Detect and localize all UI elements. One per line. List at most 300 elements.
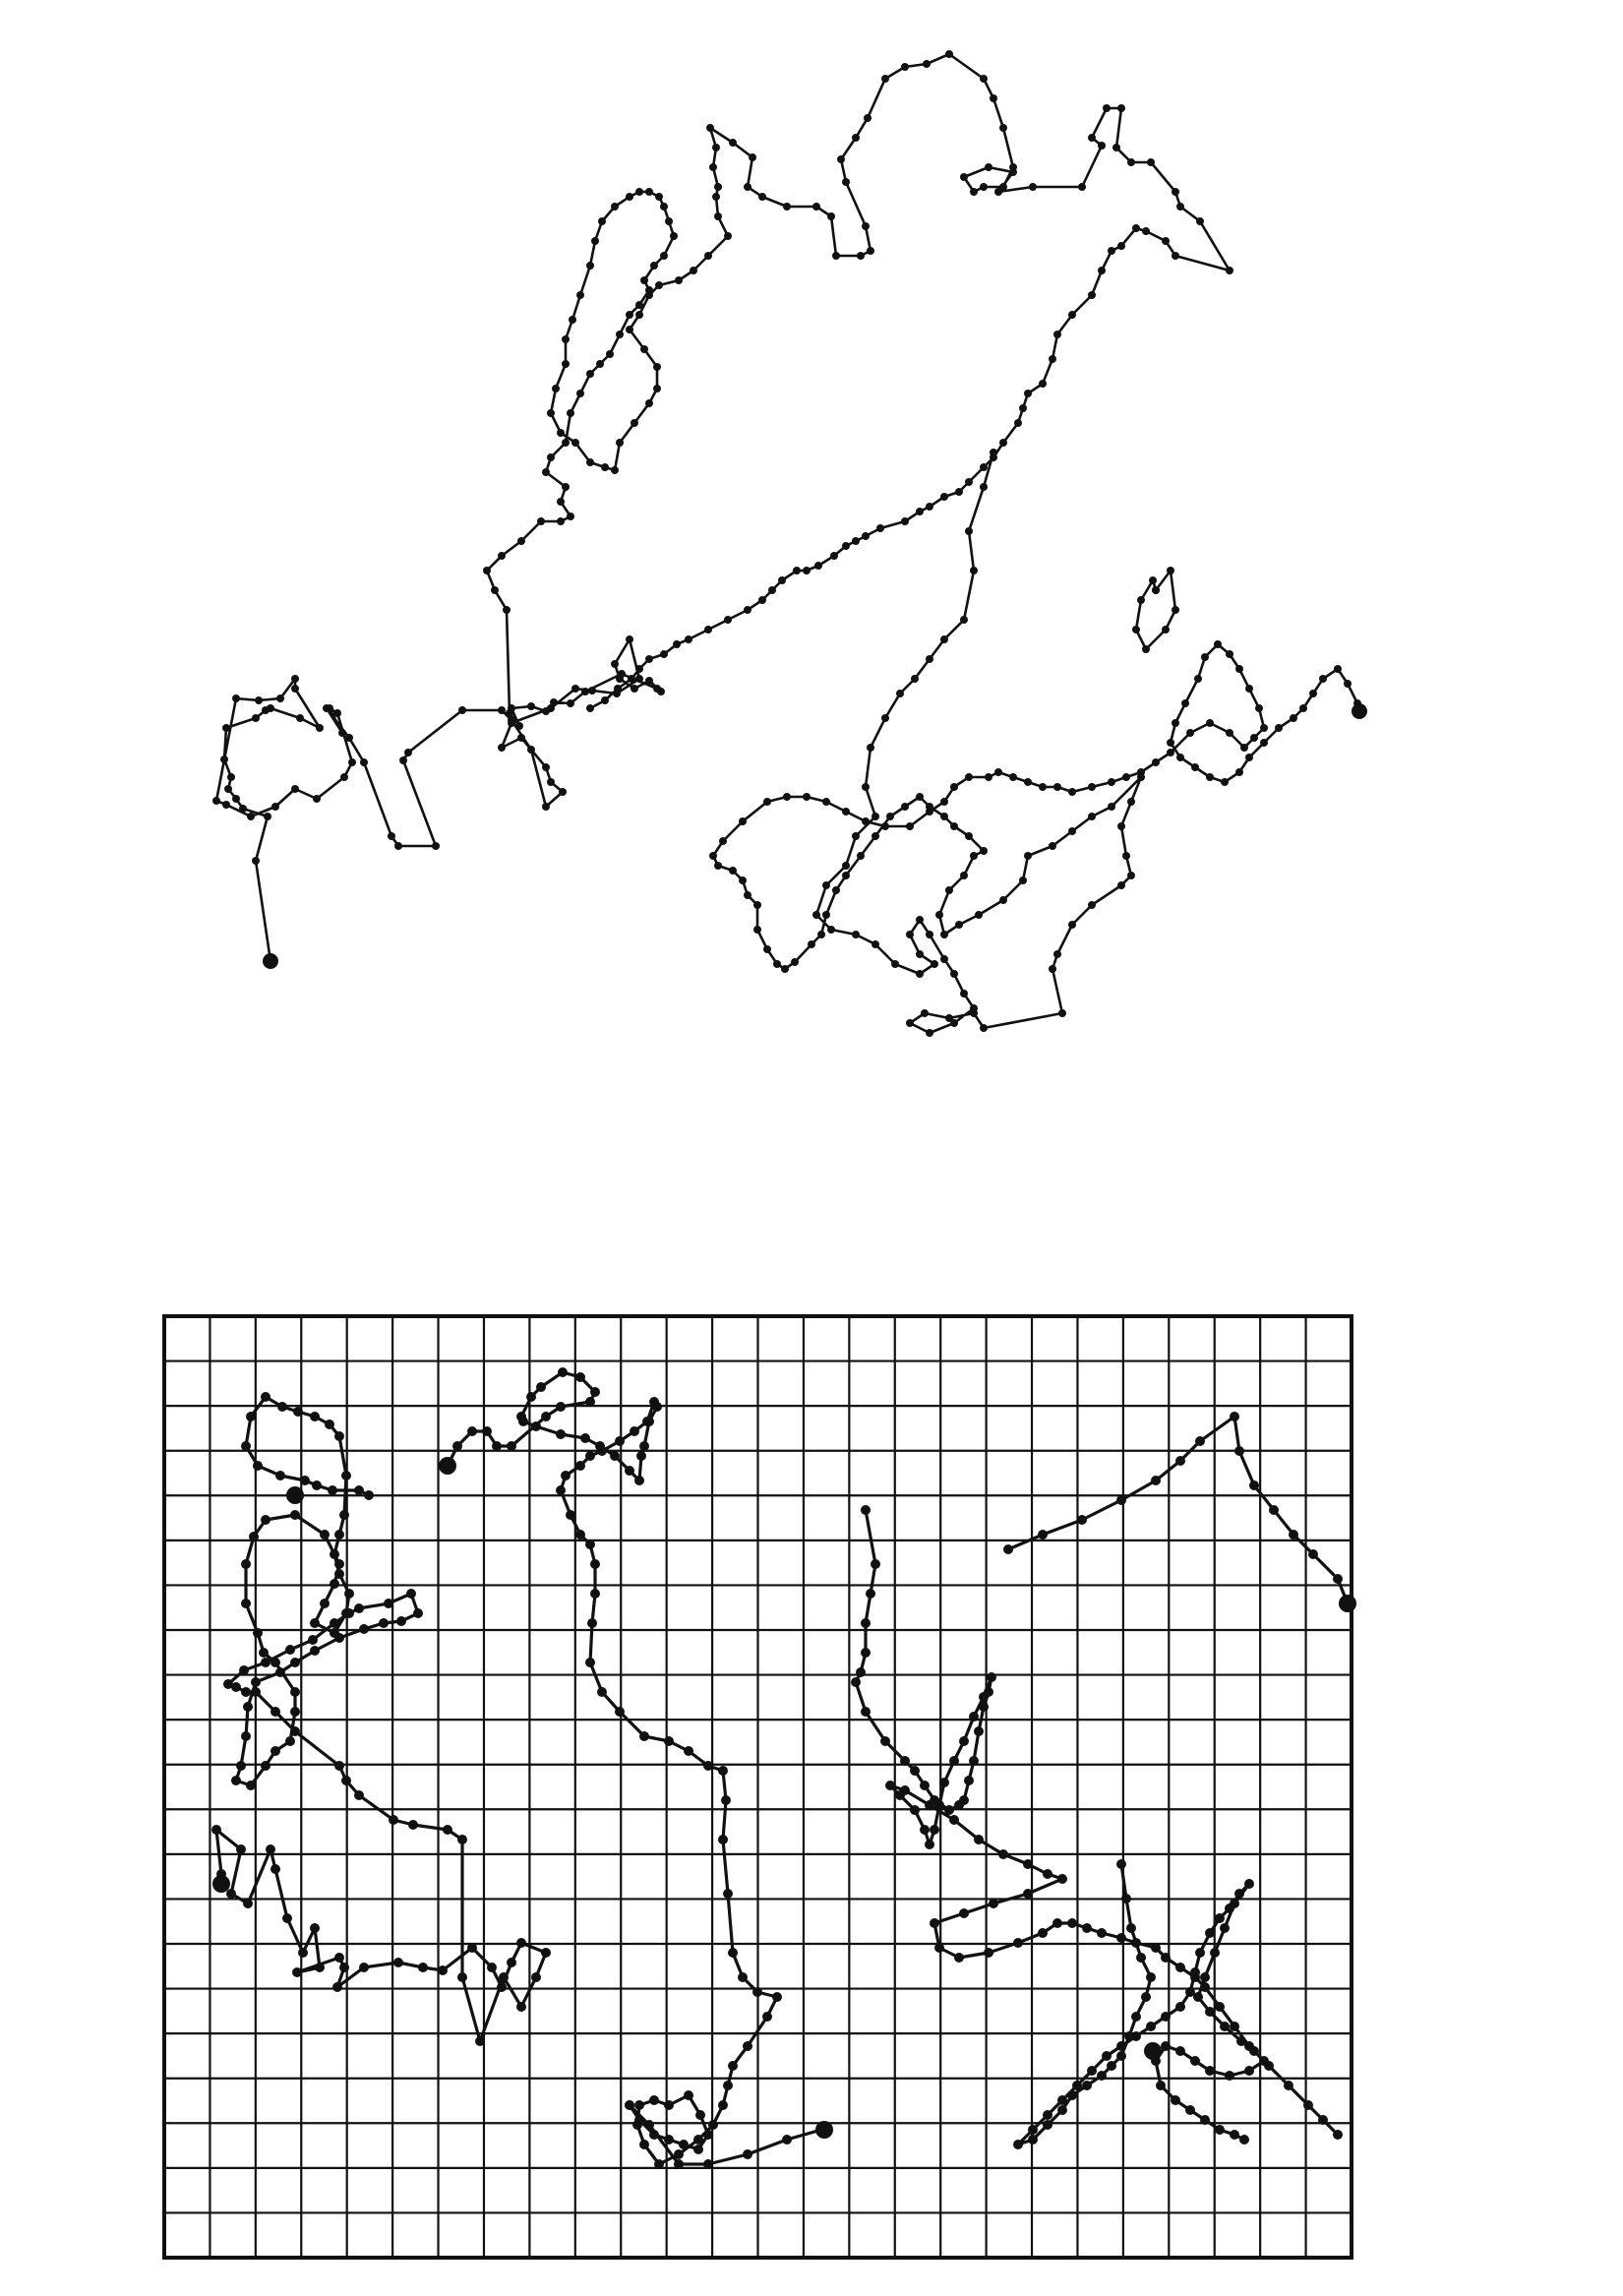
walk-vertex-dot: [1244, 1879, 1254, 1889]
walk-vertex-dot: [959, 1908, 969, 1918]
walk-vertex-dot: [1013, 2140, 1023, 2149]
walk-vertex-dot: [970, 567, 978, 574]
walk-vertex-dot: [935, 911, 943, 919]
walk-vertex-dot: [743, 2149, 752, 2159]
walk-vertex-dot: [901, 803, 909, 811]
walk-vertex-dot: [508, 719, 515, 727]
walk-vertex-dot: [542, 468, 550, 476]
walk-vertex-dot: [842, 872, 850, 879]
walk-vertex-dot: [239, 1665, 249, 1675]
walk-vertex-dot: [226, 1889, 236, 1899]
walk-vertex-dot: [591, 237, 599, 245]
walk-vertex-dot: [334, 1431, 344, 1441]
walk-vertex-dot: [925, 1840, 934, 1849]
walk-vertex-dot: [690, 267, 697, 274]
walk-vertex-dot: [1116, 1859, 1126, 1869]
walk-vertex-dot: [559, 788, 567, 796]
walk-vertex-dot: [418, 1963, 428, 1972]
walk-vertex-dot: [1205, 2066, 1215, 2076]
walk-vertex-dot: [920, 1825, 930, 1835]
walk-vertex-dot: [626, 311, 633, 319]
walk-vertex-dot: [271, 803, 279, 811]
bottom-walk-start-point: [439, 1457, 456, 1475]
walk-vertex-dot: [334, 1953, 344, 1963]
walk-vertex-dot: [252, 857, 260, 865]
walk-vertex-dot: [542, 763, 550, 771]
walk-vertex-dot: [1023, 1889, 1033, 1899]
walk-vertex-dot: [934, 1943, 944, 1953]
walk-vertex-dot: [960, 990, 968, 997]
walk-vertex-dot: [861, 1505, 871, 1515]
walk-vertex-dot: [1068, 827, 1076, 835]
walk-vertex-dot: [310, 1412, 320, 1421]
walk-vertex-dot: [1226, 650, 1233, 658]
walk-vertex-dot: [1146, 1972, 1156, 1982]
walk-vertex-dot: [611, 466, 619, 474]
walk-vertex-dot: [232, 695, 240, 702]
walk-vertex-dot: [969, 1712, 979, 1722]
walk-vertex-dot: [861, 1648, 871, 1658]
walk-vertex-dot: [822, 798, 830, 806]
walk-vertex-dot: [625, 2100, 634, 2110]
walk-vertex-dot: [712, 193, 720, 201]
walk-vertex-dot: [396, 1616, 406, 1626]
walk-vertex-dot: [518, 1417, 528, 1426]
walk-vertex-dot: [994, 768, 1002, 776]
walk-vertex-dot: [758, 596, 766, 604]
walk-vertex-dot: [615, 1436, 625, 1446]
walk-vertex-dot: [900, 1756, 910, 1766]
walk-vertex-dot: [862, 222, 870, 230]
walk-vertex-dot: [1058, 1009, 1066, 1017]
walk-vertex-dot: [626, 635, 633, 643]
walk-vertex-dot: [714, 212, 722, 220]
walk-vertex-dot: [1121, 1894, 1131, 1903]
walk-vertex-dot: [857, 852, 865, 860]
top-random-walk-panel: [212, 50, 1367, 1037]
walk-vertex-dot: [1309, 690, 1317, 697]
walk-vertex-dot: [1053, 783, 1061, 791]
walk-vertex-dot: [1176, 203, 1184, 211]
walk-vertex-dot: [1078, 183, 1086, 191]
walk-vertex-dot: [1057, 1874, 1067, 1884]
walk-vertex-dot: [222, 724, 230, 732]
walk-vertex-dot: [783, 793, 791, 801]
walk-vertex-dot: [1250, 734, 1258, 742]
walk-vertex-dot: [1290, 714, 1297, 722]
walk-vertex-dot: [1151, 1476, 1161, 1485]
walk-vertex-dot: [616, 331, 624, 338]
walk-vertex-dot: [1117, 881, 1125, 889]
walk-vertex-dot: [891, 960, 899, 968]
walk-vertex-dot: [1161, 2012, 1171, 2022]
walk-vertex-dot: [911, 675, 919, 683]
walk-vertex-dot: [556, 1429, 566, 1439]
walk-vertex-dot: [1234, 1446, 1244, 1456]
walk-vertex-dot: [724, 616, 732, 624]
walk-vertex-dot: [270, 1658, 280, 1667]
walk-vertex-dot: [567, 513, 574, 520]
walk-vertex-dot: [1126, 1923, 1136, 1933]
walk-vertex-dot: [910, 1805, 920, 1815]
walk-vertex-dot: [674, 2159, 684, 2169]
walk-vertex-dot: [738, 1972, 748, 1982]
walk-vertex-dot: [861, 1618, 871, 1628]
walk-vertex-dot: [871, 1559, 880, 1569]
walk-vertex-dot: [1172, 188, 1179, 196]
walk-vertex-dot: [1014, 419, 1022, 427]
walk-vertex-dot: [341, 1471, 351, 1480]
walk-vertex-dot: [556, 1402, 566, 1412]
walk-vertex-dot: [872, 940, 879, 948]
walk-vertex-dot: [550, 698, 558, 706]
walk-vertex-dot: [384, 1599, 393, 1608]
walk-vertex-dot: [241, 1559, 251, 1569]
walk-vertex-dot: [515, 722, 523, 730]
walk-vertex-dot: [1122, 773, 1130, 781]
walk-vertex-dot: [862, 817, 870, 825]
walk-vertex-dot: [1116, 2051, 1126, 2061]
walk-vertex-dot: [926, 1029, 933, 1037]
walk-vertex-dot: [1131, 2012, 1141, 2022]
walk-vertex-dot: [1103, 104, 1111, 112]
walk-vertex-dot: [507, 1441, 516, 1451]
walk-vertex-dot: [866, 1589, 875, 1599]
walk-vertex-dot: [330, 1579, 339, 1589]
walk-vertex-dot: [1171, 2095, 1180, 2105]
walk-vertex-dot: [581, 688, 589, 695]
walk-vertex-dot: [660, 252, 668, 260]
walk-vertex-dot: [1067, 2090, 1077, 2100]
walk-vertex-dot: [1161, 1953, 1171, 1963]
walk-vertex-dot: [575, 1372, 585, 1382]
walk-vertex-dot: [1077, 1515, 1087, 1525]
walk-vertex-dot: [990, 449, 997, 456]
walk-vertex-dot: [830, 552, 838, 560]
walk-vertex-dot: [1230, 2130, 1239, 2140]
walk-vertex-dot: [1043, 2120, 1052, 2130]
walk-vertex-dot: [1117, 242, 1125, 250]
walk-vertex-dot: [354, 1485, 364, 1495]
walk-vertex-dot: [739, 876, 747, 884]
walk-vertex-dot: [685, 635, 692, 643]
walk-vertex-dot: [1175, 2002, 1185, 2012]
walk-vertex-dot: [457, 1835, 467, 1844]
walk-vertex-dot: [224, 785, 232, 793]
walk-vertex-dot: [867, 744, 874, 752]
walk-vertex-dot: [965, 478, 973, 486]
walk-vertex-dot: [1226, 267, 1233, 274]
walk-vertex-dot: [1240, 744, 1248, 752]
walk-vertex-dot: [310, 1923, 320, 1933]
walk-vertex-dot: [261, 1392, 270, 1402]
walk-vertex-dot: [344, 1589, 354, 1599]
walk-vertex-dot: [1127, 798, 1135, 806]
bottom-grid-walk-panel: [164, 1316, 1356, 2258]
walk-vertex-dot: [639, 1441, 649, 1451]
walk-vertex-dot: [1236, 2036, 1246, 2046]
walk-vertex-dot: [1019, 876, 1027, 884]
walk-vertex-dot: [1082, 2081, 1092, 2090]
bottom-walk-trajectory-upper-right: [1008, 1417, 1348, 1603]
walk-vertex-dot: [1108, 778, 1115, 786]
walk-vertex-dot: [310, 1646, 320, 1656]
walk-vertex-dot: [323, 704, 331, 712]
walk-vertex-dot: [406, 1589, 416, 1599]
walk-vertex-dot: [541, 1412, 551, 1421]
walk-vertex-dot: [970, 852, 978, 860]
walk-vertex-dot: [1023, 1859, 1033, 1869]
walk-vertex-dot: [443, 1825, 452, 1835]
walk-vertex-dot: [1107, 2061, 1116, 2071]
walk-vertex-dot: [334, 1530, 344, 1540]
walk-vertex-dot: [708, 2120, 718, 2130]
walk-vertex-dot: [246, 1781, 256, 1790]
walk-vertex-dot: [955, 921, 963, 929]
walk-vertex-dot: [906, 1019, 914, 1027]
walk-vertex-dot: [980, 75, 988, 83]
walk-vertex-dot: [1127, 872, 1135, 879]
walk-vertex-dot: [566, 1510, 575, 1520]
walk-vertex-dot: [1206, 773, 1214, 781]
walk-vertex-dot: [1249, 1480, 1259, 1490]
walk-vertex-dot: [1057, 2095, 1067, 2105]
walk-vertex-dot: [517, 734, 525, 742]
bottom-walk-marker-bottom: [815, 2121, 833, 2139]
walk-vertex-dot: [980, 483, 988, 491]
walk-vertex-dot: [1147, 158, 1155, 166]
walk-vertex-dot: [880, 1736, 890, 1746]
walk-vertex-dot: [1206, 719, 1214, 727]
walk-vertex-dot: [654, 2159, 664, 2169]
walk-vertex-dot: [693, 2135, 703, 2145]
walk-vertex-dot: [925, 1800, 934, 1810]
walk-vertex-dot: [808, 940, 815, 948]
walk-vertex-dot: [243, 1899, 253, 1908]
walk-vertex-dot: [1136, 1953, 1146, 1963]
walk-vertex-dot: [1175, 2046, 1185, 2056]
walk-vertex-dot: [339, 1963, 349, 1972]
walk-vertex-dot: [596, 360, 604, 368]
walk-vertex-dot: [432, 842, 440, 850]
walk-vertex-dot: [315, 1963, 325, 1972]
walk-vertex-dot: [979, 1702, 989, 1712]
walk-vertex-dot: [1167, 567, 1174, 574]
walk-vertex-dot: [945, 50, 953, 58]
walk-vertex-dot: [772, 1992, 782, 2002]
walk-vertex-dot: [1049, 842, 1056, 850]
walk-vertex-dot: [379, 1618, 389, 1628]
walk-vertex-dot: [220, 755, 228, 763]
walk-vertex-dot: [1190, 1967, 1200, 1977]
walk-vertex-dot: [837, 155, 845, 163]
walk-vertex-dot: [1068, 788, 1076, 796]
walk-vertex-dot: [542, 707, 550, 715]
walk-vertex-dot: [246, 1412, 256, 1421]
walk-vertex-dot: [949, 1815, 959, 1825]
walk-vertex-dot: [1131, 2031, 1141, 2041]
walk-vertex-dot: [241, 1599, 251, 1608]
walk-vertex-dot: [974, 1726, 984, 1736]
walk-vertex-dot: [359, 1624, 369, 1634]
walk-vertex-dot: [673, 640, 681, 648]
walk-vertex-dot: [497, 1982, 507, 1992]
walk-vertex-dot: [558, 1367, 568, 1377]
walk-vertex-dot: [1088, 901, 1096, 909]
walk-vertex-dot: [590, 1387, 600, 1397]
walk-vertex-dot: [393, 1958, 403, 1967]
walk-vertex-dot: [243, 1702, 253, 1712]
walk-vertex-dot: [597, 1446, 607, 1456]
walk-vertex-dot: [803, 793, 811, 801]
walk-vertex-dot: [635, 188, 643, 196]
walk-vertex-dot: [975, 911, 983, 919]
walk-vertex-dot: [712, 144, 720, 151]
walk-vertex-dot: [285, 1645, 295, 1655]
walk-vertex-dot: [586, 262, 594, 270]
walk-vertex-dot: [270, 1864, 280, 1874]
walk-vertex-dot: [562, 360, 570, 368]
walk-vertex-dot: [944, 1805, 954, 1815]
walk-vertex-dot: [985, 773, 992, 781]
walk-vertex-dot: [916, 508, 924, 515]
walk-vertex-dot: [1318, 2115, 1328, 2125]
walk-vertex-dot: [359, 1963, 369, 1972]
walk-vertex-dot: [325, 1420, 334, 1429]
walk-vertex-dot: [1003, 1544, 1013, 1554]
walk-vertex-dot: [1175, 1456, 1185, 1466]
walk-vertex-dot: [458, 706, 466, 714]
walk-vertex-dot: [970, 188, 978, 196]
walk-vertex-dot: [561, 1471, 571, 1480]
walk-vertex-dot: [252, 714, 260, 722]
walk-vertex-dot: [1088, 783, 1096, 791]
walk-vertex-dot: [1132, 626, 1140, 634]
walk-vertex-dot: [1137, 596, 1145, 604]
walk-vertex-dot: [467, 1426, 477, 1436]
walk-vertex-dot: [1175, 1963, 1185, 1972]
walk-vertex-dot: [527, 702, 535, 710]
walk-vertex-dot: [270, 1707, 280, 1717]
walk-vertex-dot: [1205, 2007, 1215, 2017]
walk-vertex-dot: [664, 1736, 674, 1746]
walk-vertex-dot: [645, 399, 653, 407]
walk-vertex-dot: [290, 1707, 300, 1717]
walk-vertex-dot: [1215, 2125, 1225, 2135]
walk-vertex-dot: [930, 1918, 939, 1928]
walk-vertex-dot: [300, 1476, 310, 1485]
walk-vertex-dot: [251, 1687, 261, 1697]
walk-vertex-dot: [291, 675, 299, 683]
walk-vertex-dot: [926, 655, 933, 663]
walk-vertex-dot: [906, 931, 914, 938]
walk-vertex-dot: [989, 1899, 998, 1908]
walk-vertex-dot: [940, 955, 948, 963]
walk-vertex-dot: [916, 793, 924, 801]
walk-vertex-dot: [1142, 227, 1150, 235]
walk-vertex-dot: [232, 795, 240, 803]
walk-vertex-dot: [1009, 773, 1017, 781]
walk-vertex-dot: [498, 744, 506, 752]
walk-vertex-dot: [606, 350, 614, 358]
walk-vertex-dot: [249, 1532, 259, 1541]
walk-vertex-dot: [926, 503, 933, 511]
walk-vertex-dot: [684, 2090, 693, 2100]
walk-vertex-dot: [1190, 2056, 1200, 2066]
walk-vertex-dot: [312, 1480, 322, 1490]
walk-vertex-dot: [744, 891, 751, 899]
walk-vertex-dot: [1053, 331, 1061, 338]
walk-vertex-dot: [660, 650, 668, 658]
walk-vertex-dot: [1234, 1889, 1244, 1899]
walk-vertex-dot: [1131, 1938, 1141, 1948]
walk-vertex-dot: [969, 1756, 979, 1766]
walk-vertex-dot: [867, 247, 874, 255]
walk-vertex-dot: [598, 217, 606, 225]
walk-vertex-dot: [1167, 749, 1174, 756]
walk-vertex-dot: [665, 217, 673, 225]
walk-vertex-dot: [940, 493, 948, 501]
walk-vertex-dot: [965, 527, 973, 535]
walk-vertex-dot: [1195, 1948, 1205, 1958]
walk-vertex-dot: [998, 1849, 1008, 1859]
walk-vertex-dot: [939, 1778, 949, 1787]
walk-vertex-dot: [1161, 2041, 1171, 2051]
top-walk-trajectory: [216, 54, 1230, 961]
walk-vertex-dot: [791, 958, 799, 966]
walk-vertex-dot: [885, 1781, 895, 1790]
walk-vertex-dot: [974, 1835, 984, 1844]
walk-vertex-dot: [310, 1618, 320, 1628]
bottom-walk-marker-left-lower: [212, 1875, 230, 1893]
walk-vertex-dot: [537, 517, 545, 525]
walk-vertex-dot: [517, 537, 525, 545]
walk-vertex-dot: [642, 1417, 652, 1426]
walk-vertex-dot: [267, 704, 274, 712]
walk-vertex-dot: [615, 1707, 625, 1717]
walk-vertex-dot: [645, 677, 653, 685]
walk-vertex-dot: [842, 542, 850, 550]
walk-vertex-dot: [650, 262, 658, 270]
top-walk-points: [212, 50, 1361, 1037]
walk-vertex-dot: [562, 335, 570, 343]
walk-vertex-dot: [1068, 311, 1076, 319]
walk-vertex-dot: [960, 616, 968, 624]
walk-vertex-dot: [354, 1603, 364, 1613]
walk-vertex-dot: [1052, 1918, 1062, 1928]
walk-vertex-dot: [498, 706, 506, 714]
walk-vertex-dot: [872, 832, 879, 840]
walk-vertex-dot: [285, 1736, 295, 1746]
walk-vertex-dot: [1299, 704, 1307, 712]
walk-vertex-dot: [635, 311, 643, 319]
walk-vertex-dot: [562, 439, 570, 447]
walk-vertex-dot: [341, 1608, 351, 1618]
walk-vertex-dot: [1333, 1574, 1343, 1584]
walk-vertex-dot: [1122, 852, 1130, 860]
walk-vertex-dot: [590, 1589, 600, 1599]
walk-vertex-dot: [896, 690, 904, 697]
walk-vertex-dot: [259, 1648, 269, 1658]
bottom-walk-points: [211, 1367, 1352, 2169]
walk-vertex-dot: [703, 1761, 713, 1771]
walk-vertex-dot: [404, 749, 412, 756]
walk-vertex-dot: [916, 916, 924, 924]
walk-vertex-dot: [1260, 739, 1268, 747]
walk-vertex-dot: [1185, 2105, 1195, 2115]
walk-vertex-dot: [241, 1687, 251, 1697]
walk-vertex-dot: [575, 1530, 585, 1540]
